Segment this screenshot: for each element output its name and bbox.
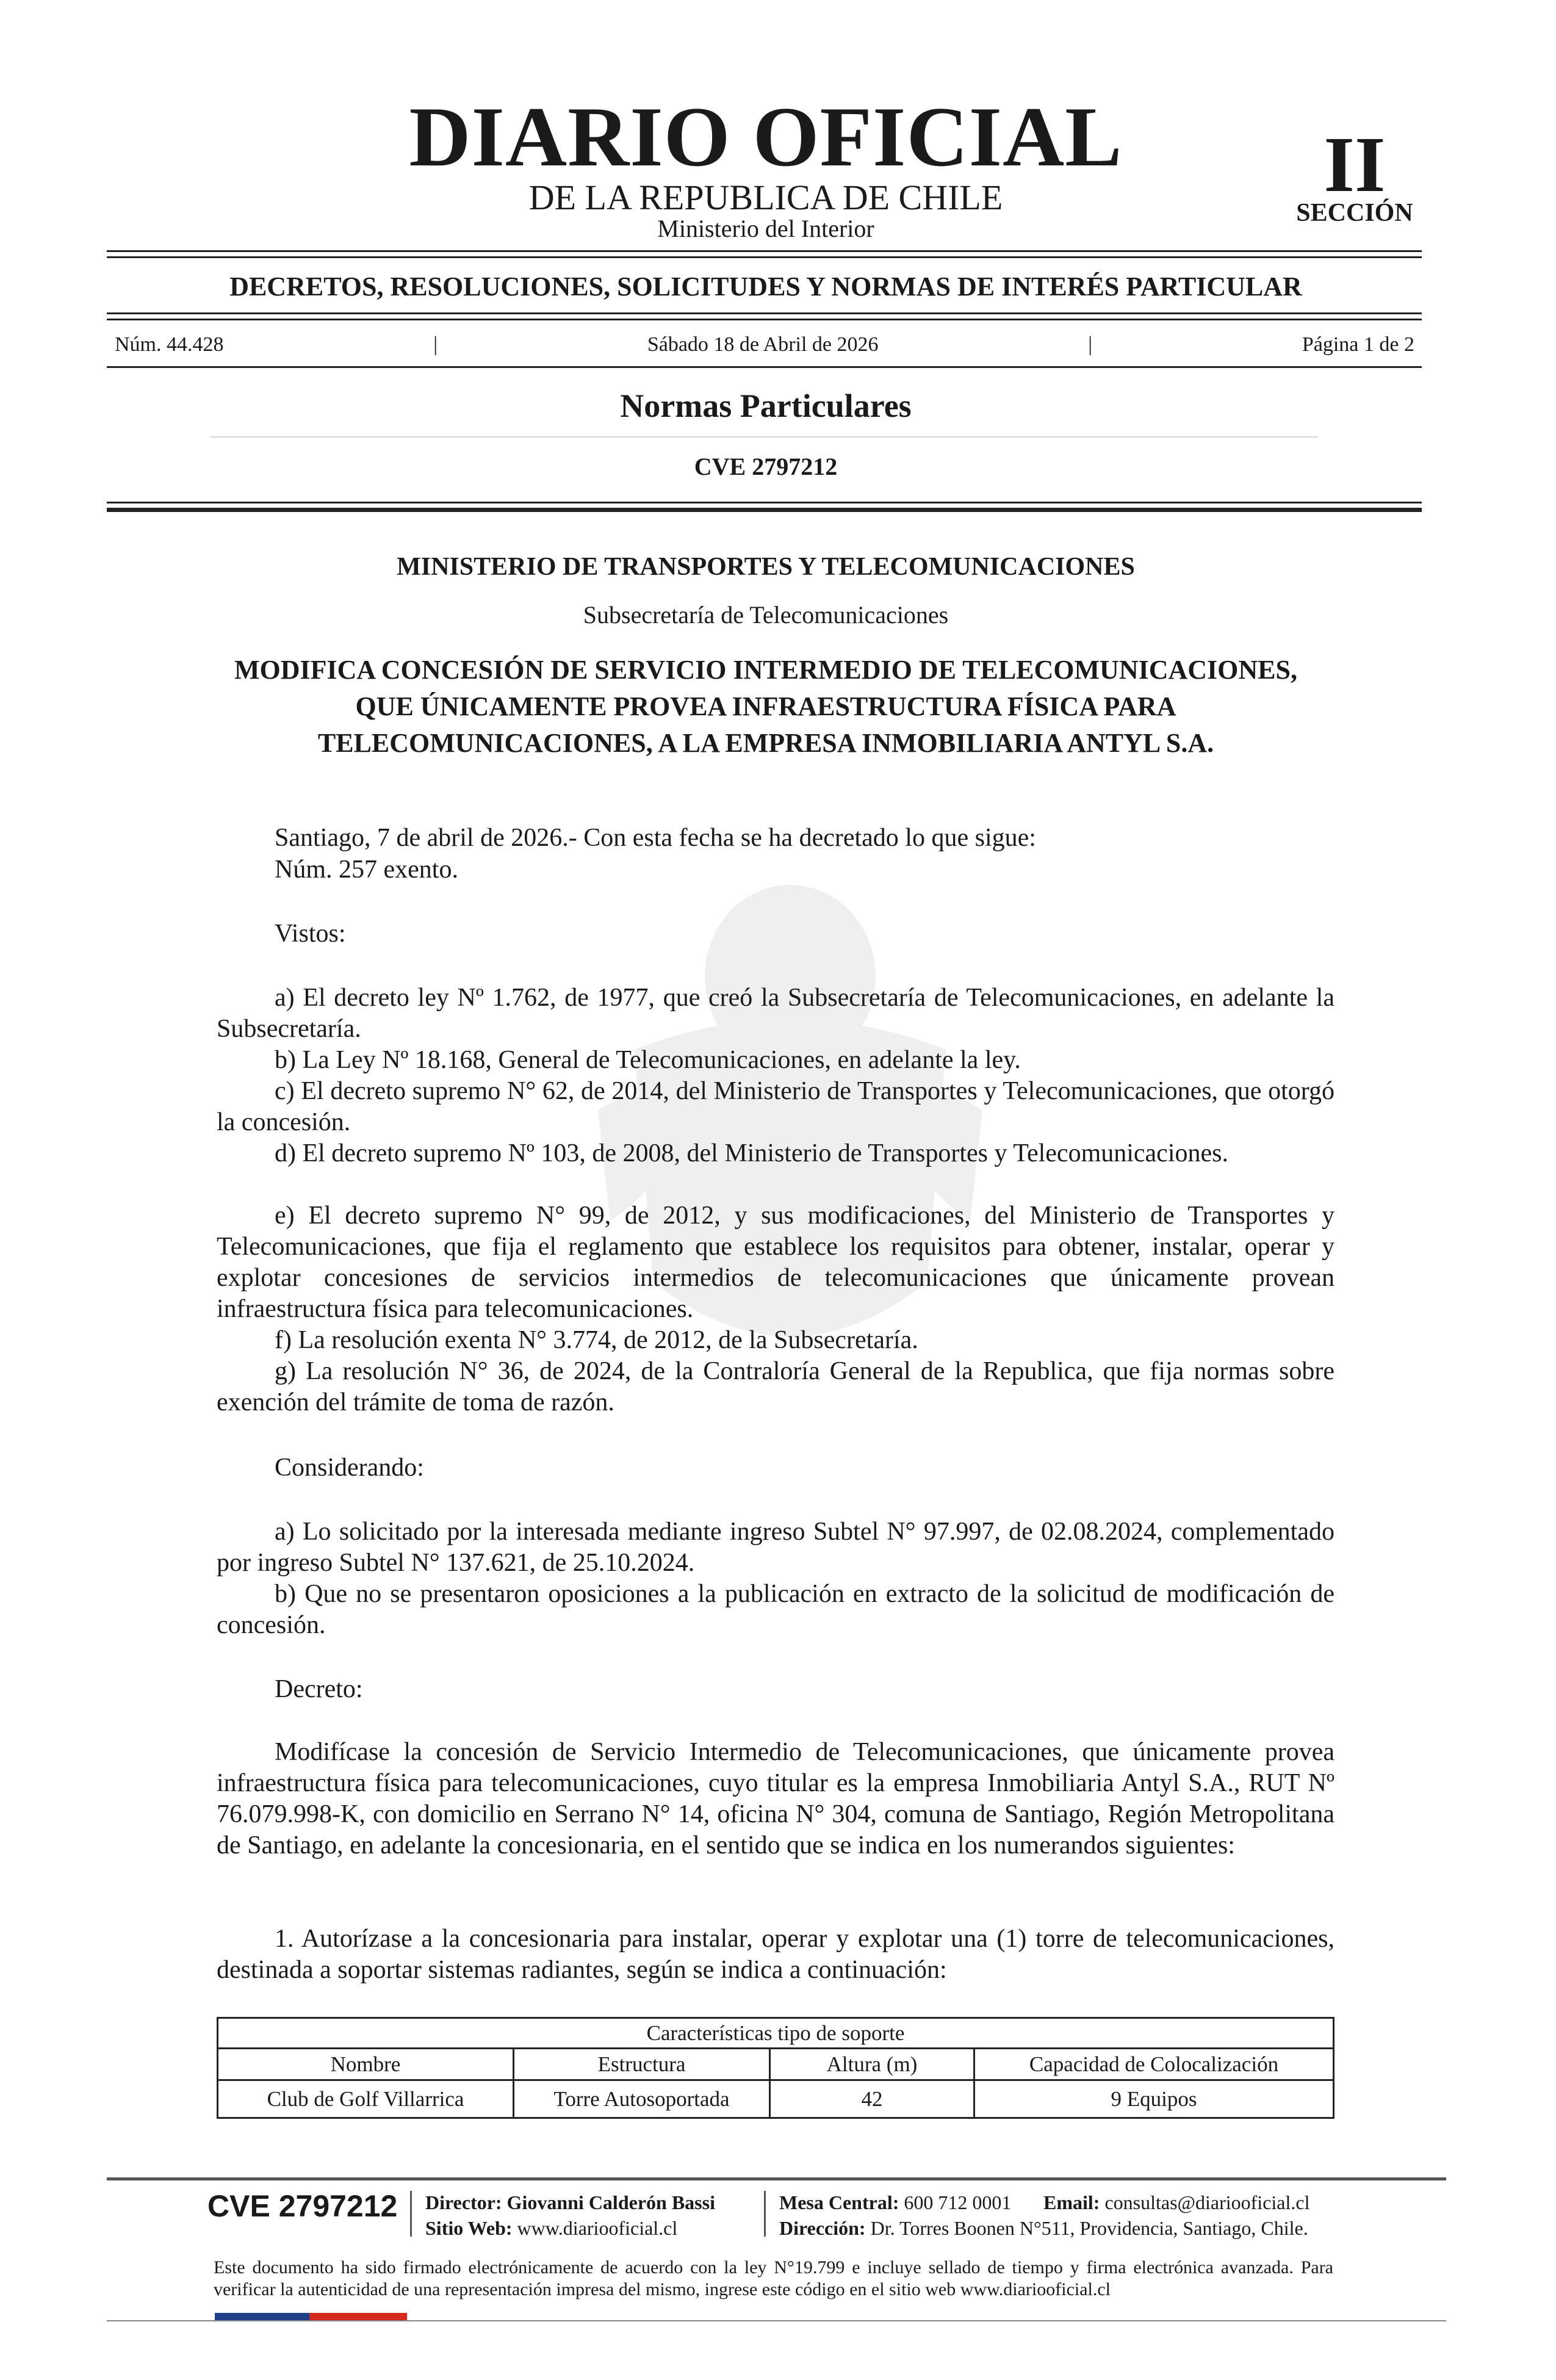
table-cell: 42: [770, 2080, 974, 2118]
decreto-body: Modifícase la concesión de Servicio Intermedio de Telecomunicaciones, que únicamente provea infraestructura física para telecomunicaciones, cuyo titular es la empresa Inmobiliaria Antyl S.A., RUT Nº 76.079.998-K, con domicilio en Serrano N° 14, oficina N° 304, comuna de Santiago, Región Metropolitana de Santiago, en adelante la concesionaria, en el sentido que se indica en los numerandos siguientes:: [217, 1738, 1334, 1859]
director-label: Director:: [425, 2191, 502, 2213]
table-cell: Club de Golf Villarrica: [218, 2080, 514, 2118]
subsecretaria: Subsecretaría de Telecomunicaciones: [583, 601, 949, 629]
vistos-heading: Vistos:: [275, 920, 346, 948]
director-name: Giovanni Calderón Bassi: [506, 2191, 715, 2213]
masthead-subtitle: DE LA REPUBLICA DE CHILE: [528, 178, 1003, 217]
decreto-heading: Decreto:: [275, 1675, 363, 1703]
meta-separator: |: [433, 333, 438, 356]
footer-cve: CVE 2797212: [207, 2189, 398, 2223]
table-header: Capacidad de Colocalización: [974, 2049, 1334, 2080]
vistos-item: g) La resolución N° 36, de 2024, de la Contraloría General de la Republica, que fija normas sobre exención del trámite de toma de razón.: [217, 1357, 1334, 1416]
masthead-title: DIARIO OFICIAL: [409, 90, 1123, 184]
category-title: Normas Particulares: [620, 388, 912, 424]
divider: [107, 312, 1422, 314]
address-label: Dirección:: [779, 2217, 866, 2239]
issue-date: Sábado 18 de Abril de 2026: [647, 333, 879, 356]
intro-number: Núm. 257 exento.: [275, 856, 458, 884]
cve-code: CVE 2797212: [694, 453, 838, 480]
divider: [107, 502, 1422, 503]
considerando-item: b) Que no se presentaron oposiciones a la publicación en extracto de la solicitud de modificación de concesión.: [217, 1580, 1334, 1639]
footer-director: [425, 2190, 715, 2215]
issue-page: Página 1 de 2: [1302, 333, 1414, 356]
table-header: Altura (m): [770, 2049, 974, 2080]
footer-divider: [107, 2177, 1446, 2180]
vistos-item: d) El decreto supremo Nº 103, de 2008, del Ministerio de Transportes y Telecomunicaciones.: [275, 1139, 1228, 1167]
web-link[interactable]: www.diariooficial.cl: [517, 2217, 678, 2239]
email-label: Email:: [1043, 2191, 1100, 2213]
vistos-item: a) El decreto ley Nº 1.762, de 1977, que creó la Subsecretaría de Telecomunicaciones, en adelante la Subsecretaría.: [217, 984, 1334, 1043]
support-table: [217, 2017, 1334, 2119]
email-link[interactable]: consultas@diariooficial.cl: [1104, 2191, 1310, 2213]
table-cell: Torre Autosoportada: [514, 2080, 770, 2118]
footer-note: Este documento ha sido firmado electrónicamente de acuerdo con la ley N°19.799 e incluye sellado de tiempo y firma electrónica avanzada. Para verificar la autenticidad de una representación impresa del mismo, ingrese este código en el sitio web www.diariooficial.cl: [214, 2257, 1333, 2299]
considerando-item: a) Lo solicitado por la interesada mediante ingreso Subtel N° 97.997, de 02.08.2024, complementado por ingreso Subtel N° 137.621, de 25.10.2024.: [217, 1518, 1334, 1577]
footer-email: [1043, 2190, 1309, 2215]
section-title: DECRETOS, RESOLUCIONES, SOLICITUDES Y NORMAS DE INTERÉS PARTICULAR: [229, 272, 1302, 301]
section-label: SECCIÓN: [1296, 199, 1413, 227]
flag-stripe-red: [309, 2313, 407, 2320]
intro-line: Santiago, 7 de abril de 2026.- Con esta fecha se ha decretado lo que sigue:: [275, 824, 1036, 852]
footer-web: [425, 2215, 677, 2241]
vistos-item: e) El decreto supremo N° 99, de 2012, y sus modificaciones, del Ministerio de Transportes y Telecomunicaciones, que fija el reglamento que establece los requisitos para obtener, instalar, operar y explotar concesiones de servicios intermedios de telecomunicaciones que únicamente provean infraestructura física para telecomunicaciones.: [217, 1202, 1334, 1323]
mesa-label: Mesa Central:: [779, 2191, 899, 2213]
mesa-phone: 600 712 0001: [904, 2191, 1012, 2213]
divider: [107, 256, 1422, 258]
table-cell: 9 Equipos: [974, 2080, 1334, 2118]
divider: [107, 250, 1422, 252]
table-row: [218, 2080, 1334, 2118]
issue-number: Núm. 44.428: [115, 333, 224, 356]
section-number: II: [1324, 121, 1386, 209]
footer-separator: [410, 2191, 412, 2237]
footer-divider: [107, 2320, 1446, 2321]
divider: [107, 366, 1422, 368]
meta-separator: |: [1088, 333, 1093, 356]
flag-stripe-blue: [215, 2313, 309, 2320]
table-header: Nombre: [218, 2049, 514, 2080]
vistos-item: c) El decreto supremo N° 62, de 2014, del Ministerio de Transportes y Telecomunicaciones, que otorgó la concesión.: [217, 1077, 1334, 1136]
table-caption: Características tipo de soporte: [218, 2018, 1334, 2049]
decreto-item-1: 1. Autorízase a la concesionaria para instalar, operar y explotar una (1) torre de telecomunicaciones, destinada a soportar sistemas radiantes, según se indica a continuación:: [217, 1925, 1334, 1984]
issue-meta: [115, 334, 1414, 355]
vistos-item: f) La resolución exenta N° 3.774, de 2012, de la Subsecretaría.: [275, 1326, 918, 1354]
divider: [107, 508, 1422, 512]
considerando-heading: Considerando:: [275, 1454, 424, 1482]
footer-separator: [764, 2191, 766, 2237]
table-header: Estructura: [514, 2049, 770, 2080]
vistos-item: b) La Ley Nº 18.168, General de Telecomunicaciones, en adelante la ley.: [275, 1046, 1021, 1074]
divider: [211, 436, 1318, 438]
masthead-ministry: Ministerio del Interior: [657, 215, 874, 242]
divider: [107, 319, 1422, 320]
decree-title: MODIFICA CONCESIÓN DE SERVICIO INTERMEDIO DE TELECOMUNICACIONES, QUE ÚNICAMENTE PROVEA INFRAESTRUCTURA FÍSICA PARA TELECOMUNICACIONES, A LA EMPRESA INMOBILIARIA ANTYL S.A.: [234, 655, 1298, 758]
address-text: Dr. Torres Boonen N°511, Providencia, Santiago, Chile.: [870, 2217, 1308, 2239]
footer-mesa: [779, 2190, 1011, 2215]
web-label: Sitio Web:: [425, 2217, 513, 2239]
ministry-name: MINISTERIO DE TRANSPORTES Y TELECOMUNICACIONES: [397, 553, 1135, 581]
footer-address: [779, 2215, 1308, 2241]
